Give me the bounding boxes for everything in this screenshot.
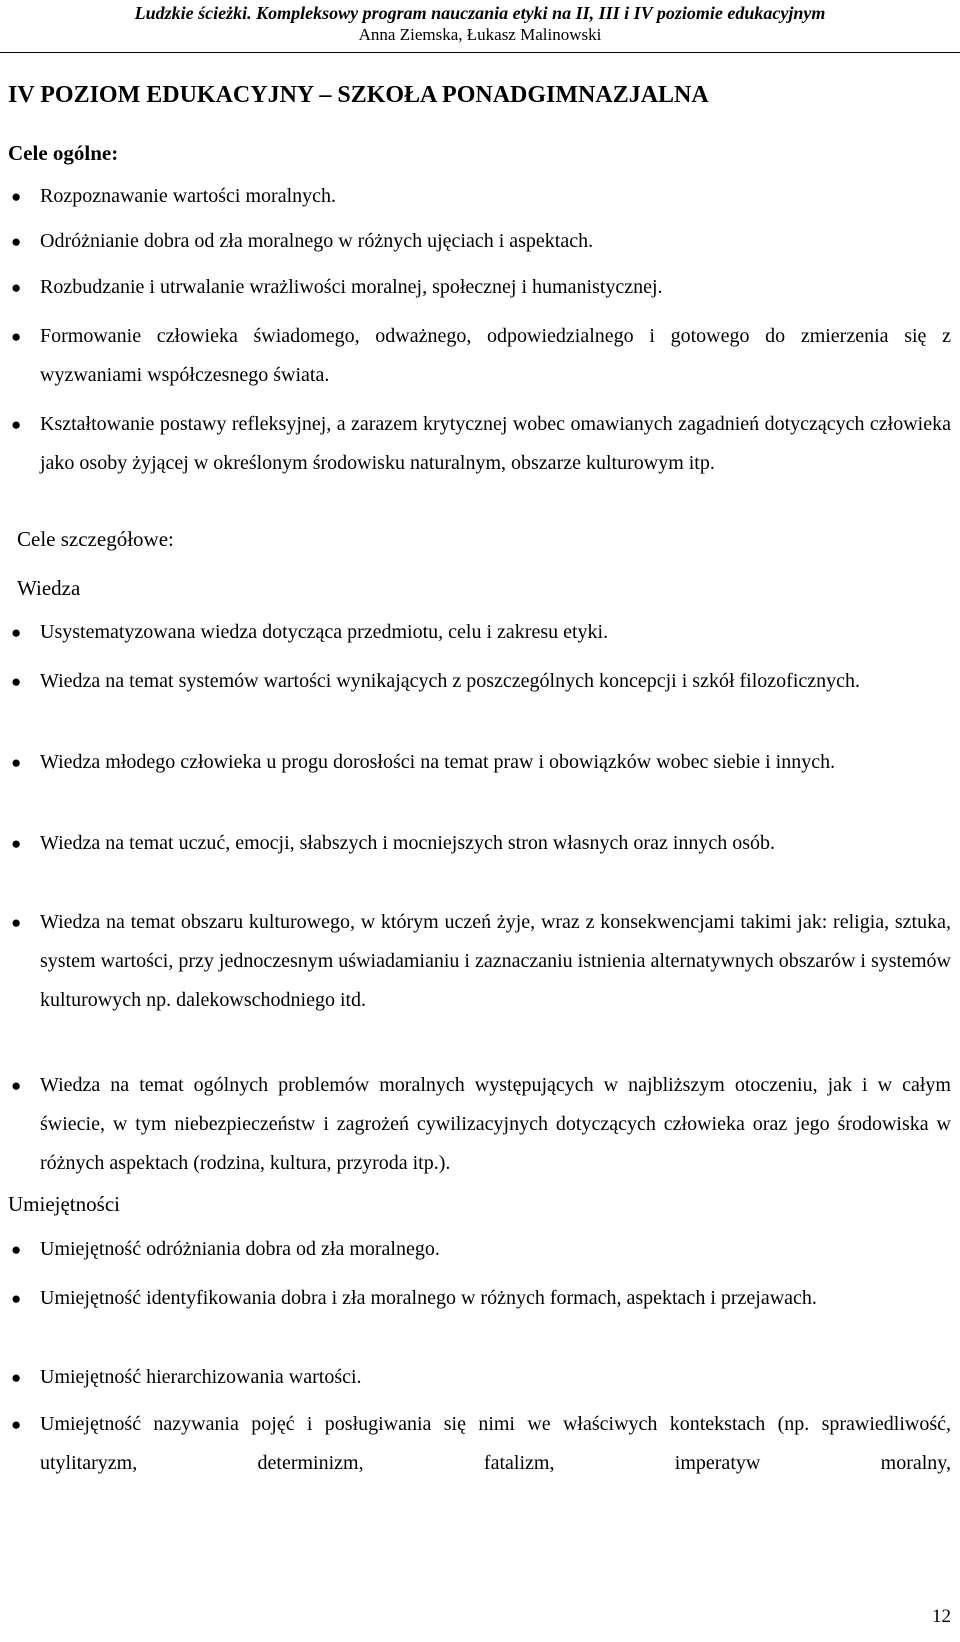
list-item: Umiejętność nazywania pojęć i posługiwania się nimi we właściwych kontekstach (np. sprawiedliwość, utylitaryzm, determinizm, fatalizm, imperatyw moralny, [40, 1413, 951, 1474]
bullet-icon: ● [11, 1415, 22, 1434]
list-item: Usystematyzowana wiedza dotycząca przedmiotu, celu i zakresu etyki. [40, 621, 609, 643]
bullet-icon: ● [11, 1289, 22, 1308]
page-number: 12 [932, 1606, 951, 1627]
list-item: Wiedza na temat uczuć, emocji, słabszych i mocniejszych stron własnych oraz innych osób. [40, 832, 776, 854]
list-item: Kształtowanie postawy refleksyjnej, a zarazem krytycznej wobec omawianych zagadnień dotyczących człowieka jako osoby żyjącej w określonym środowisku naturalnym, obszarze kulturowym itp. [40, 413, 951, 474]
bullet-icon: ● [11, 327, 22, 346]
bullet-icon: ● [11, 1240, 22, 1259]
bullet-icon: ● [11, 834, 22, 853]
detailed-goals-heading: Cele szczegółowe: [17, 527, 174, 551]
list-item: Formowanie człowieka świadomego, odważnego, odpowiedzialnego i gotowego do zmierzenia się z wyzwaniami współczesnego świata. [40, 325, 951, 386]
document-header-title: Ludzkie ścieżki. Kompleksowy program nauczania etyki na II, III i IV poziomie edukacyjnym [134, 3, 826, 23]
list-item: Rozpoznawanie wartości moralnych. [40, 185, 337, 207]
bullet-icon: ● [11, 1076, 22, 1095]
bullet-icon: ● [11, 1368, 22, 1387]
bullet-icon: ● [11, 232, 22, 251]
knowledge-heading: Wiedza [17, 576, 81, 600]
list-item: Wiedza na temat ogólnych problemów moralnych występujących w najbliższym otoczeniu, jak i w całym świecie, w tym niebezpieczeństw i zagrożeń cywilizacyjnych dotyczących człowieka oraz jego środowiska w różnych aspektach (rodzina, kultura, przyroda itp.). [40, 1074, 951, 1174]
bullet-icon: ● [11, 623, 22, 642]
list-item: Wiedza na temat systemów wartości wynikających z poszczególnych koncepcji i szkół filozoficznych. [40, 670, 860, 692]
section-title: IV POZIOM EDUKACYJNY – SZKOŁA PONADGIMNAZJALNA [8, 82, 709, 108]
bullet-icon: ● [11, 187, 22, 206]
skills-heading: Umiejętności [8, 1192, 120, 1216]
list-item: Odróżnianie dobra od zła moralnego w różnych ujęciach i aspektach. [40, 230, 594, 252]
list-item: Umiejętność hierarchizowania wartości. [40, 1366, 362, 1388]
bullet-icon: ● [11, 278, 22, 297]
bullet-icon: ● [11, 415, 22, 434]
bullet-icon: ● [11, 913, 22, 932]
bullet-icon: ● [11, 672, 22, 691]
list-item: Umiejętność odróżniania dobra od zła moralnego. [40, 1238, 440, 1260]
header-divider [0, 52, 960, 53]
list-item: Rozbudzanie i utrwalanie wrażliwości moralnej, społecznej i humanistycznej. [40, 276, 663, 298]
document-header-authors: Anna Ziemska, Łukasz Malinowski [358, 25, 602, 44]
bullet-icon: ● [11, 753, 22, 772]
general-goals-heading: Cele ogólne: [8, 141, 119, 165]
list-item: Wiedza na temat obszaru kulturowego, w którym uczeń żyje, wraz z konsekwencjami takimi jak: religia, sztuka, system wartości, przy jednoczesnym uświadamianiu i zaznaczaniu istnienia alternatywnych obszarów i systemów kulturowych np. dalekowschodniego itd. [40, 911, 951, 1011]
list-item: Umiejętność identyfikowania dobra i zła moralnego w różnych formach, aspektach i przejawach. [40, 1287, 817, 1309]
list-item: Wiedza młodego człowieka u progu dorosłości na temat praw i obowiązków wobec siebie i innych. [40, 751, 836, 773]
